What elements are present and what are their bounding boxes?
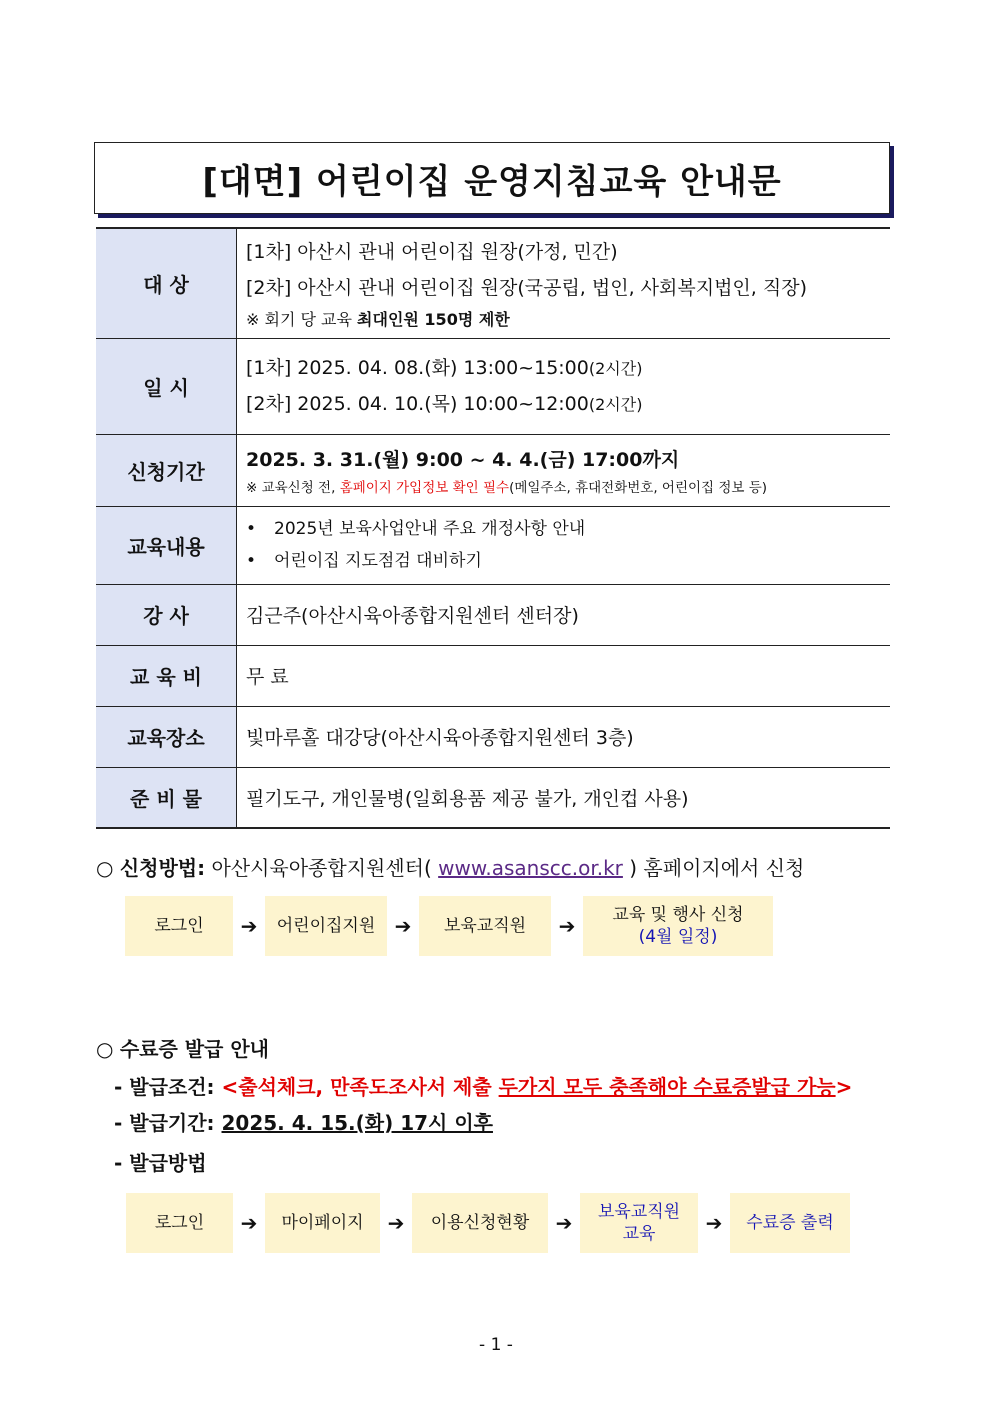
arrow-icon: ➔ [387,1211,405,1235]
apply-method-line: ○ 신청방법: 아산시육아종합지원센터( www.asanscc.or.kr ) 홈페이지에서 신청 [96,856,805,880]
flow-step-usage-status: 이용신청현황 [412,1193,548,1253]
supplies-value: 필기도구, 개인물병(일회용품 제공 불가, 개인컵 사용) [237,767,891,828]
page-number: - 1 - [479,1335,513,1355]
homepage-link[interactable]: www.asanscc.or.kr [438,856,623,880]
apply-method-label: 신청방법: [119,856,206,880]
venue-value: 빛마루홀 대강당(아산시육아종합지원센터 3층) [237,706,891,767]
target-note: ※ 회기 당 교육 최대인원 150명 제한 [246,309,510,329]
content-item-1: • 2025년 보육사업안내 주요 개정사항 안내 [246,519,586,539]
row-venue [96,706,890,767]
apply-period-note: ※ 교육신청 전, 홈페이지 가입정보 확인 필수(메일주소, 휴대전화번호, 어린이집 정보 등) [246,480,768,497]
info-table [96,227,890,829]
arrow-icon: ➔ [558,914,576,938]
target-line-1: [1차] 아산시 관내 어린이집 원장(가정, 민간) [246,240,618,263]
row-apply-period [96,434,890,506]
arrow-icon: ➔ [555,1211,573,1235]
row-content [96,506,890,584]
row-supplies [96,767,890,828]
arrow-icon: ➔ [240,1211,258,1235]
certificate-period: - 발급기간: 2025. 4. 15.(화) 17시 이후 [114,1111,493,1135]
apply-period-main: 2025. 3. 31.(월) 9:00 ~ 4. 4.(금) 17:00까지 [246,448,680,471]
label-supplies: 준 비 물 [96,767,237,828]
flow-step-staff-education: 보육교직원 교육 [580,1193,698,1253]
row-fee [96,645,890,706]
certificate-condition: - 발급조건: <출석체크, 만족도조사서 제출 두가지 모두 충족해야 수료증발급 가능> [114,1075,853,1099]
certificate-method-label: - 발급방법 [114,1151,207,1175]
content-item-2: • 어린이집 지도점검 대비하기 [246,551,482,571]
label-target: 대 상 [96,228,237,338]
flow-step-daycare-support: 어린이집지원 [265,896,387,956]
row-schedule [96,338,890,434]
arrow-icon: ➔ [240,914,258,938]
label-fee: 교 육 비 [96,645,237,706]
row-target [96,228,890,338]
flow-step-childcare-staff: 보육교직원 [419,896,551,956]
certificate-flow [126,1193,850,1253]
flow-step-event-apply: 교육 및 행사 신청 (4월 일정) [583,896,773,956]
schedule-line-2: [2차] 2025. 04. 10.(목) 10:00~12:00(2시간) [246,393,643,415]
label-content: 교육내용 [96,506,237,584]
label-apply-period: 신청기간 [96,434,237,506]
circle-bullet: ○ [96,856,114,880]
flow-step-mypage: 마이페이지 [265,1193,380,1253]
flow-step-print-certificate: 수료증 출력 [730,1193,850,1253]
apply-flow [125,896,773,956]
arrow-icon: ➔ [705,1211,723,1235]
row-instructor [96,584,890,645]
instructor-value: 김근주(아산시육아종합지원센터 센터장) [237,584,891,645]
schedule-line-1: [1차] 2025. 04. 08.(화) 13:00~15:00(2시간) [246,356,643,379]
target-line-2: [2차] 아산시 관내 어린이집 원장(국공립, 법인, 사회복지법인, 직장) [246,276,807,299]
title-box [94,142,890,214]
certificate-heading: ○ 수료증 발급 안내 [96,1037,269,1061]
label-schedule: 일 시 [96,338,237,434]
flow-step-login: 로그인 [126,1193,233,1253]
page-title: [대면] 어린이집 운영지침교육 안내문 [202,161,782,202]
arrow-icon: ➔ [394,914,412,938]
fee-value: 무 료 [237,645,891,706]
circle-bullet: ○ [96,1037,114,1061]
label-instructor: 강 사 [96,584,237,645]
flow-step-login: 로그인 [125,896,233,956]
label-venue: 교육장소 [96,706,237,767]
